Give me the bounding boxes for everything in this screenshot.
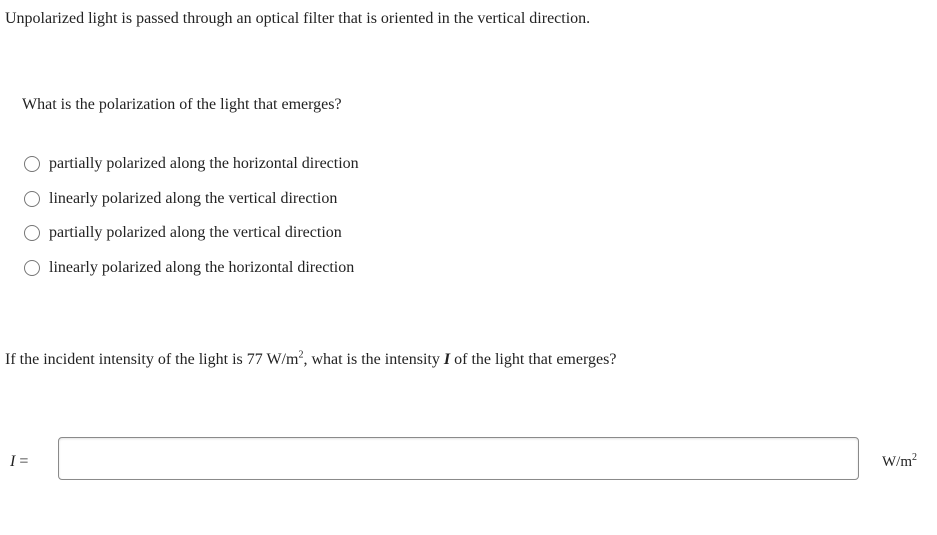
unit-exponent: 2: [298, 349, 304, 361]
unit-exponent: 2: [912, 452, 917, 463]
option-label[interactable]: partially polarized along the horizontal direction: [49, 155, 359, 172]
option-partially-horizontal[interactable]: [24, 153, 359, 188]
option-label[interactable]: linearly polarized along the vertical direction: [49, 189, 338, 207]
option-partially-vertical[interactable]: [24, 222, 359, 257]
answer-label: [10, 451, 28, 473]
question-prompt: What is the polarization of the light that emerges?: [22, 96, 342, 113]
intensity-answer-input[interactable]: [58, 437, 859, 480]
answer-variable: I: [10, 453, 16, 470]
intensity-variable: I: [443, 351, 451, 368]
question-text-suffix: of the light that emerges?: [450, 351, 617, 368]
option-label[interactable]: linearly polarized along the horizontal direction: [49, 258, 355, 276]
question-text-prefix: If the incident intensity of the light is 77 W/m: [5, 351, 299, 368]
option-linearly-horizontal[interactable]: [24, 257, 359, 292]
option-linearly-vertical[interactable]: [24, 188, 359, 223]
radio-button[interactable]: [24, 156, 40, 172]
radio-button[interactable]: [24, 225, 40, 241]
intensity-question: [5, 349, 616, 371]
polarization-options: [24, 153, 359, 291]
question-text-middle: , what is the intensity: [303, 351, 444, 368]
answer-equals: =: [15, 453, 29, 470]
radio-button[interactable]: [24, 260, 40, 276]
unit-base: W/m: [882, 454, 912, 470]
problem-intro: Unpolarized light is passed through an optical filter that is oriented in the vertical direction.: [5, 10, 591, 27]
radio-button[interactable]: [24, 191, 40, 207]
answer-unit: [882, 451, 917, 473]
option-label[interactable]: partially polarized along the vertical direction: [49, 224, 342, 241]
